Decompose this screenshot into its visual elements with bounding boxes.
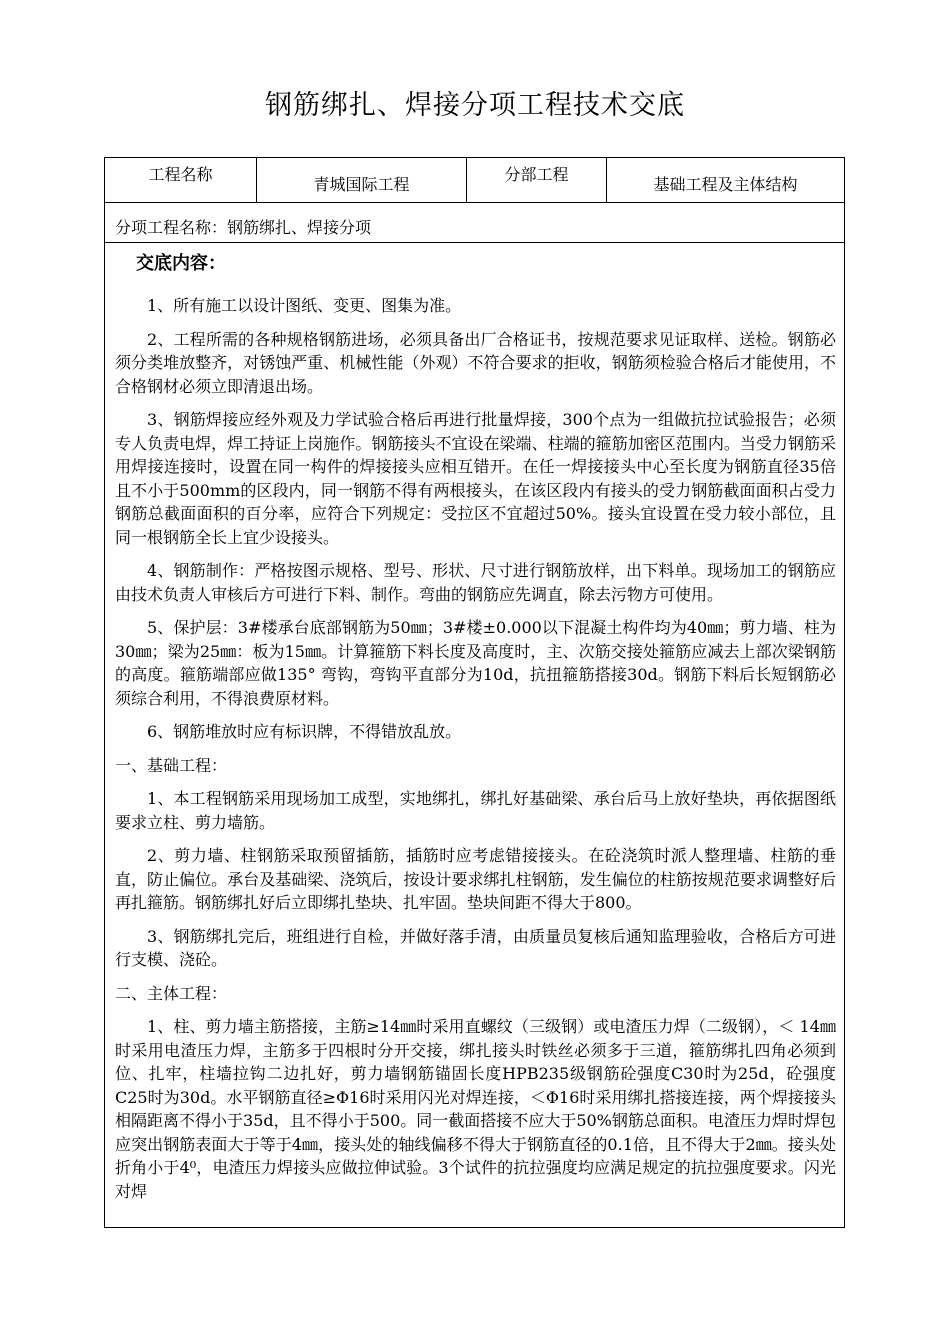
disclosure-table — [104, 157, 845, 1228]
foundation-item-2: 2、剪力墙、柱钢筋采取预留插筋，插筋时应考虑错接接头。在砼浇筑时派人整理墙、柱筋的垂直，防止偏位。承台及基础梁、浇筑后，按设计要求绑扎柱钢筋，发生偏位的柱筋按规范要求调整好后再扎箍筋。钢筋绑扎好后立即绑扎垫块、扎牢固。垫块间距不得大于800。 — [115, 846, 836, 912]
division-value: 基础工程及主体结构 — [653, 175, 798, 194]
header-row — [105, 158, 844, 203]
project-name-value: 青城国际工程 — [257, 158, 467, 202]
general-item-4: 4、钢筋制作：严格按图示规格、型号、形状、尺寸进行钢筋放样，出下料单。现场加工的钢筋应由技术负责人审核后方可进行下料、制作。弯曲的钢筋应先调直，除去污物方可使用。 — [115, 561, 836, 604]
general-item-1: 1、所有施工以设计图纸、变更、图集为准。 — [147, 296, 462, 315]
section-foundation-title: 一、基础工程： — [115, 755, 228, 775]
project-name-label: 工程名称 — [105, 158, 257, 202]
main-structure-item-1: 1、柱、剪力墙主筋搭接，主筋≥14㎜时采用直螺纹（三级钢）或电渣压力焊（二级钢），＜ 14㎜时采用电渣压力焊，主筋多于四根时分开交接，绑扎接头时铁丝必须多于三道，箍筋绑扎四角必须到位、扎牢，柱墙拉钩二边扎好，剪力墙钢筋锚固长度HPB235级钢筋砼强度C30时为25d，砼强度C25时为30d。水平钢筋直径≥Φ16时采用闪光对焊连接，＜Φ16时采用绑扎搭接连接，两个焊接接头相隔距离不得小于35d，且不得小于500。同一截面搭接不应大于50%钢筋总面积。电渣压力焊时焊包应突出钢筋表面大于等于4㎜，接头处的轴线偏移不得大于钢筋直径的0.1倍，且不得大于2㎜。接头处折角小于4⁰，电渣压力焊接头应做拉伸试验。3个试件的抗拉强度均应满足规定的抗拉强度要求。闪光对焊 — [115, 1017, 836, 1201]
content-heading: 交底内容： — [136, 253, 226, 274]
foundation-item-3: 3、钢筋绑扎完后，班组进行自检，并做好落手清，由质量员复核后通知监理验收，合格后方可进行支模、浇砼。 — [115, 926, 836, 969]
section-main-structure-title: 二、主体工程： — [115, 983, 228, 1003]
general-item-3: 3、钢筋焊接应经外观及力学试验合格后再进行批量焊接，300个点为一组做抗拉试验报告；必须专人负责电焊，焊工持证上岗施作。钢筋接头不宜设在梁端、柱端的箍筋加密区范围内。当受力钢筋采用焊接连接时，设置在同一构件的焊接接头应相互错开。在任一焊接接头中心至长度为钢筋直径35倍且不小于500mm的区段内，同一钢筋不得有两根接头，在该区段内有接头的受力钢筋截面面积占受力钢筋总截面面积的百分率，应符合下列规定：受拉区不宜超过50%。接头宜设置在受力较小部位，且同一根钢筋全长上宜少设接头。 — [115, 410, 836, 547]
document-title: 钢筋绑扎、焊接分项工程技术交底 — [265, 90, 685, 121]
subitem-row: 分项工程名称：钢筋绑扎、焊接分项 — [105, 203, 844, 243]
disclosure-content — [105, 244, 844, 1203]
division-label: 分部工程 — [467, 158, 607, 202]
foundation-item-1: 1、本工程钢筋采用现场加工成型，实地绑扎，绑扎好基础梁、承台后马上放好垫块，再依据图纸要求立柱、剪力墙筋。 — [115, 789, 836, 832]
general-item-5: 5、保护层：3#楼承台底部钢筋为50㎜；3#楼±0.000以下混凝土构件均为40㎜；剪力墙、柱为30㎜；梁为25㎜：板为15㎜。计算箍筋下料长度及高度时，主、次筋交接处箍筋应减去上部次梁钢筋的高度。箍筋端部应做135° 弯钩，弯钩平直部分为10d，抗扭箍筋搭接30d。钢筋下料后长短钢筋必须综合利用，不得浪费原材料。 — [115, 618, 836, 708]
general-item-2: 2、工程所需的各种规格钢筋进场，必须具备出厂合格证书，按规范要求见证取样、送检。钢筋必须分类堆放整齐，对锈蚀严重、机械性能（外观）不符合要求的拒收，钢筋须检验合格后才能使用，不合格钢材必须立即清退出场。 — [115, 329, 836, 396]
general-item-6: 6、钢筋堆放时应有标识牌，不得错放乱放。 — [147, 722, 462, 741]
